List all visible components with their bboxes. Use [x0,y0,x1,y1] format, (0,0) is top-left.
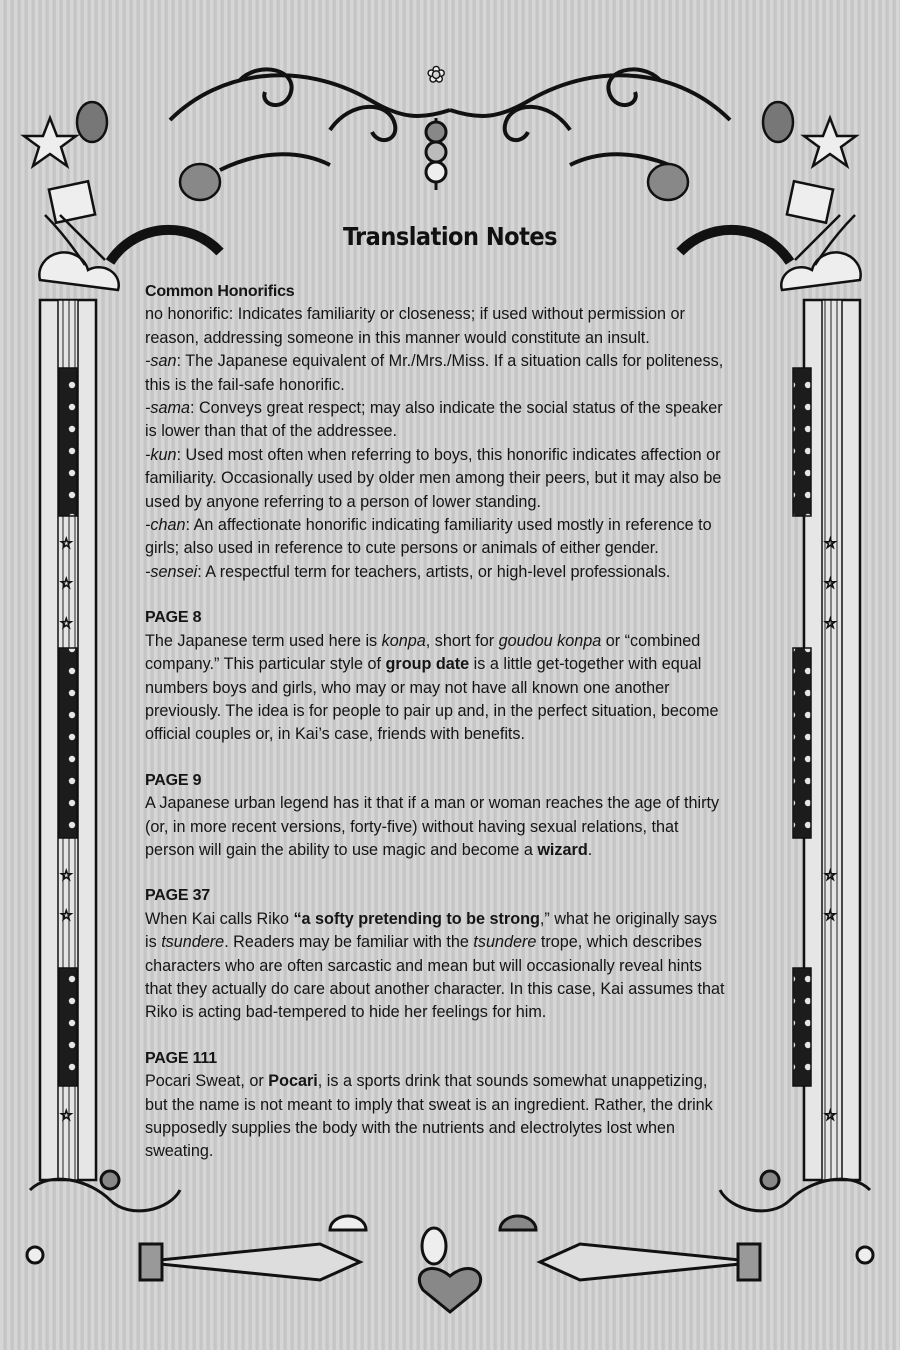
page-note-body: A Japanese urban legend has it that if a man or woman reaches the age of thirty (or, in more recent versions, forty-five) without having sexual relations, that person will gain the ability to use magic and become a wizard. [145,794,720,859]
honorific-entry: -sensei: A respectful term for teachers, artists, or high-level professionals. [145,562,671,581]
honorifics-heading: Common Honorifics [145,283,295,300]
left-column [40,300,96,1180]
page-note-heading: PAGE 111 [145,1049,217,1067]
page-note-section [145,1047,730,1164]
page-note-heading: PAGE 8 [145,609,202,627]
dango-skewer [426,63,446,190]
honorific-entry: no honorific: Indicates familiarity or closeness; if used without permission or reason, addressing someone in this manner would constitute an insult. [145,305,685,347]
honorifics-section [145,280,730,584]
svg-text:☆: ☆ [824,908,837,924]
right-column [793,300,860,1180]
notes-content [145,280,730,1186]
svg-text:☆: ☆ [60,536,73,552]
page-note-heading: PAGE 9 [145,771,202,789]
svg-text:☆: ☆ [824,616,837,632]
svg-text:☆: ☆ [60,868,73,884]
honorific-entry: -san: The Japanese equivalent of Mr./Mrs./Miss. If a situation calls for politeness, this is the fail-safe honorific. [145,352,724,394]
svg-text:☆: ☆ [60,616,73,632]
page-note-body: The Japanese term used here is konpa, short for goudou konpa or “combined company.” This particular style of group date is a little get-together with equal numbers boys and girls, who may or may not have all known one another previously. The idea is for people to pair up and, in the perfect situation, become official couples or, in Kai’s case, friends with benefits. [145,631,719,744]
svg-text:☆: ☆ [60,576,73,592]
svg-text:☆: ☆ [824,536,837,552]
top-ornament [170,69,730,170]
page-note-heading: PAGE 37 [145,887,210,905]
honorific-entry: -kun: Used most often when referring to boys, this honorific indicates affection or familiarity. Occasionally used by older men among their peers, but it may also be used by anyone referring to a person of lower standing. [145,445,722,511]
page-notes-list [145,606,730,1164]
page-note-section [145,769,730,863]
svg-text:☆: ☆ [60,908,73,924]
page-title: Translation Notes [342,222,558,251]
bottom-ornament [27,1171,873,1312]
svg-text:☆: ☆ [824,576,837,592]
svg-text:✿: ✿ [427,63,446,88]
svg-text:☆: ☆ [824,868,837,884]
svg-text:☆: ☆ [60,1108,73,1124]
page-note-section [145,606,730,746]
page-note-body: Pocari Sweat, or Pocari, is a sports drink that sounds somewhat unappetizing, but the name is not meant to imply that sweat is an ingredient. Rather, the drink supposedly supplies the body with the nutrients and electrolytes lost when sweating. [145,1072,713,1161]
honorific-entry: -sama: Conveys great respect; may also indicate the social status of the speaker is lower than that of the addressee. [145,399,723,441]
svg-text:☆: ☆ [824,1108,837,1124]
honorific-entry: -chan: An affectionate honorific indicating familiarity used mostly in reference to girls; also used in reference to cute persons or animals of either gender. [145,516,712,558]
page-note-body: When Kai calls Riko “a softy pretending to be strong,” what he originally says is tsundere. Readers may be familiar with the tsundere trope, which describes characters who are often sarcastic and mean but will occasionally reveal hints that they actually do care about another character. In this case, Kai assumes that Riko is acting bad-tempered to hide her feelings for him. [145,909,725,1022]
top-right-ornament [648,102,861,290]
page-note-section [145,884,730,1024]
top-left-ornament [24,102,220,290]
